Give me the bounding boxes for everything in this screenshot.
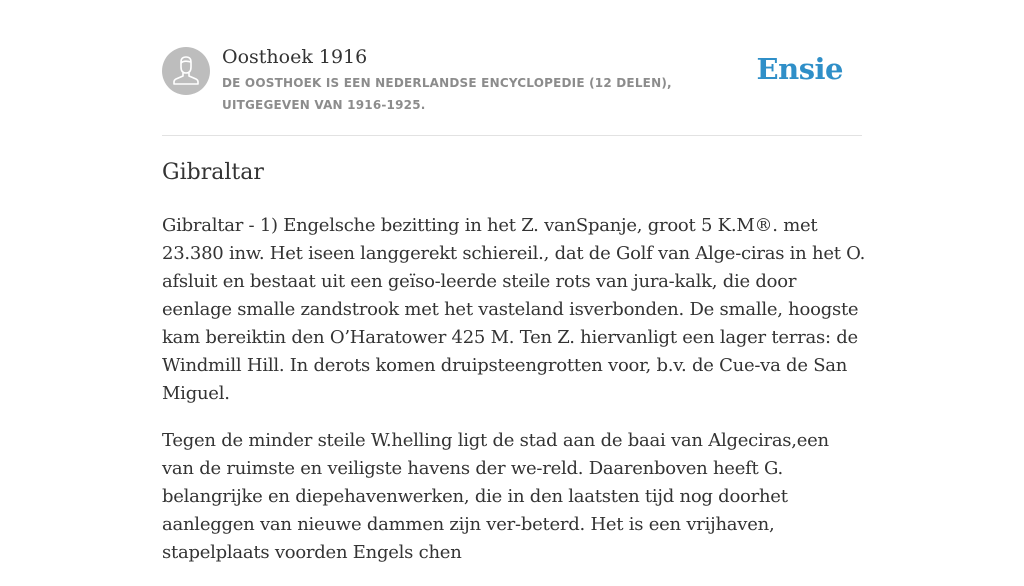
source-avatar[interactable] — [162, 47, 210, 95]
user-icon — [162, 47, 210, 95]
article-paragraph: Gibraltar - 1) Engelsche bezitting in het Z. vanSpanje, groot 5 K.M®. met 23.380 inw. Het iseen langgerekt schiereil., dat de Golf van Alge-ciras in het O. afsluit en bestaat uit een geïso-leerde steile rots van jura-kalk, die door eenlage smalle zandstrook met het vasteland isverbonden. De smalle, hoogste kam bereiktin den O’Haratower 425 M. Ten Z. hiervanligt een lager terras: de Windmill Hill. In derots komen druipsteengrotten voor, b.v. de Cue-va de San Miguel. — [162, 215, 866, 404]
article-title: Gibraltar — [162, 160, 264, 185]
source-title[interactable]: Oosthoek 1916 — [222, 46, 368, 68]
source-description: DE OOSTHOEK IS EEN NEDERLANDSE ENCYCLOPEDIE (12 DELEN), UITGEGEVEN VAN 1916-1925. — [222, 76, 672, 112]
article-body — [162, 212, 866, 586]
article-paragraph: Tegen de minder steile W.helling ligt de stad aan de baai van Algeciras,een van de ruimste en veiligste havens der we-reld. Daarenboven heeft G. belangrijke en diepehavenwerken, die in den laatsten tijd nog doorhet aanleggen van nieuwe dammen zijn ver-beterd. Het is een vrijhaven, stapelplaats voorden Engels chen — [162, 430, 829, 563]
source-header — [162, 44, 862, 136]
ensie-logo[interactable]: Ensie — [756, 52, 843, 86]
